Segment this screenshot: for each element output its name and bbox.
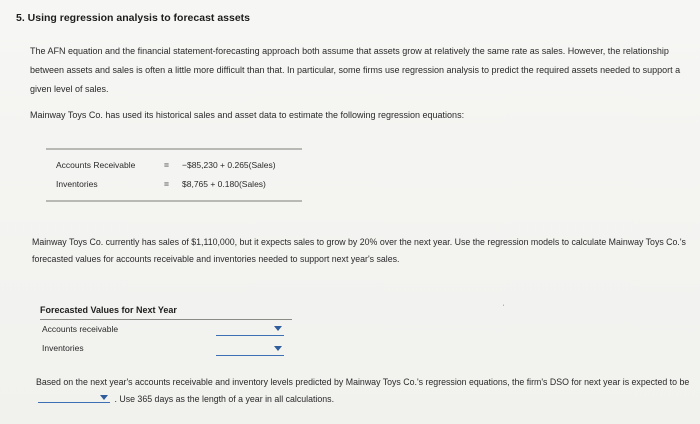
regression-row-inventories xyxy=(46,175,302,193)
regression-label: Inventories xyxy=(56,179,98,189)
forecast-heading: Forecasted Values for Next Year xyxy=(40,305,177,315)
regression-label: Accounts Receivable xyxy=(56,160,136,170)
dropdown-underline xyxy=(216,355,284,356)
forecast-label-inventories: Inventories xyxy=(42,343,84,353)
regression-equations-table xyxy=(46,148,302,202)
inventories-forecast-dropdown[interactable] xyxy=(216,344,284,356)
dropdown-underline xyxy=(38,402,110,403)
regression-intro: Mainway Toys Co. has used its historical sales and asset data to estimate the following regression equations: xyxy=(30,110,465,120)
equals-sign: = xyxy=(164,160,169,170)
ar-forecast-dropdown[interactable] xyxy=(216,324,284,336)
equals-sign: = xyxy=(164,179,169,189)
intro-paragraph: The AFN equation and the financial statement-forecasting approach both assume that assets grow at relatively the same rate as sales. However, the relationship between assets and sales is often a little more difficult than that. In particular, some firms use regression analysis to predict the required assets needed to support a given level of sales. xyxy=(30,46,681,94)
text-cursor-icon: ˈ xyxy=(502,303,505,313)
table-top-rule xyxy=(46,148,302,150)
forecast-label-ar: Accounts receivable xyxy=(42,324,119,334)
chevron-down-icon[interactable] xyxy=(274,346,282,351)
dso-dropdown[interactable] xyxy=(38,393,110,403)
dropdown-underline xyxy=(216,335,284,336)
regression-equation: −$85,230 + 0.265(Sales) xyxy=(182,160,276,170)
regression-equation: $8,765 + 0.180(Sales) xyxy=(182,179,266,189)
forecast-heading-rule xyxy=(40,319,292,320)
question-title: 5. Using regression analysis to forecast assets xyxy=(16,12,251,24)
chevron-down-icon[interactable] xyxy=(100,395,108,400)
dso-question xyxy=(36,374,696,408)
table-bottom-rule xyxy=(46,200,302,202)
chevron-down-icon[interactable] xyxy=(274,326,282,331)
scenario-paragraph: Mainway Toys Co. currently has sales of $1,110,000, but it expects sales to grow by 20% over the next year. Use the regression models to calculate Mainway Toys Co.'s forecasted values for accounts receivable and inventories needed to support next year's sales. xyxy=(32,237,686,264)
dso-text-after: . Use 365 days as the length of a year in all calculations. xyxy=(114,394,335,404)
dso-text-before: Based on the next year's accounts receivable and inventory levels predicted by Mainway Toys Co.'s regression equations, the firm's DSO for next year is expected to be xyxy=(36,377,690,387)
regression-row-ar xyxy=(46,156,302,174)
